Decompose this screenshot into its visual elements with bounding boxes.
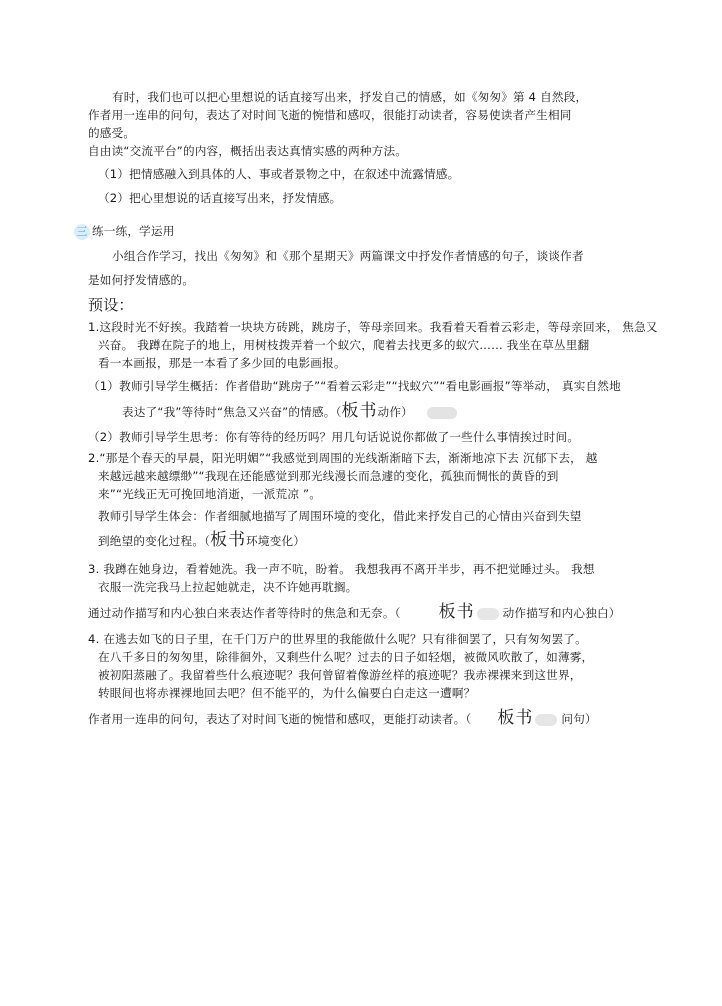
method-2: （2）把心里想说的话直接写出来，抒发情感。 [98,191,342,205]
p1-teacher-2-text: 表达了“我”等待时“焦急又兴奋”的情感。（ [122,405,342,419]
p1-teacher-2-tail: 动作） [377,405,413,419]
p1-teacher-3: （2）教师引导学生思考：你有等待的经历吗？用几句话说说你都做了一些什么事情挨过时间。 [88,430,580,444]
handwritten-board-note: 板书 [438,602,475,622]
p3-teacher-1-tail: 动作描写和内心独白） [502,606,621,620]
section-3-heading [74,222,175,240]
p4-line-1: 4. 在逃去如飞的日子里，在千门万户的世界里的我能做什么呢？只有徘徊罢了，只有匆匆罢了。 [88,632,587,646]
section-number: 三 [74,224,90,240]
handwritten-board-note: 板书 [497,708,534,728]
p1-line-2: 兴奋。 我蹲在院子的地上，用树枝拨弄着一个蚁穴，爬着去找更多的蚁穴…… 我坐在草丛里翻 [98,338,590,352]
intro-line-2: 作者用一连串的问句，表达了对时间飞逝的惋惜和感叹，很能打动读者，容易使读者产生相同 [88,108,572,122]
section-title: 练一练，学运用 [92,224,175,238]
p2-teacher-2-tail: 环境变化） [246,534,306,548]
preset-label: 预设： [88,296,134,314]
task-line-1: 小组合作学习，找出《匆匆》和《那个星期天》两篇课文中抒发作者情感的句子，谈谈作者 [112,249,584,263]
p2-teacher-2-text: 到绝望的变化过程。（ [98,534,211,548]
p3-line-2: 衣服一洗完我马上拉起她就走，决不许她再耽搁。 [98,580,358,594]
method-1: （1）把情感融入到具体的人、事或者景物之中，在叙述中流露情感。 [98,167,460,181]
p3-teacher-1 [88,603,621,622]
p1-line-3: 看一本画报，那是一本看了多少回的电影画报。 [98,356,346,370]
p4-line-3: 被初阳蒸融了。我留着些什么痕迹呢？我何曾留着像游丝样的痕迹呢？我赤裸裸来到这世界， [98,668,582,682]
p2-line-3: 来”“光线正无可挽回地消逝，一派荒凉 ”。 [98,487,321,501]
task-line-2: 是如何抒发情感的。 [88,273,195,287]
p1-teacher-1: （1）教师引导学生概括：作者借助“跳房子”“看着云彩走”“找蚁穴”“看电影画报”等举动， 真实自然地 [88,379,621,393]
p4-teacher-1 [88,709,597,728]
intro-line-3: 的感受。 [88,126,136,140]
p4-teacher-1-tail: 问句） [561,712,597,726]
intro-line-1: 有时，我们也可以把心里想说的话直接写出来，抒发自己的情感，如《匆匆》第 4 自然段， [112,90,588,104]
p4-line-2: 在八千多日的匆匆里，除徘徊外，又剩些什么呢？过去的日子如轻烟，被微风吹散了，如薄雾， [98,650,594,664]
p1-line-1: 1.这段时光不好挨。我踏着一块块方砖跳，跳房子，等母亲回来。我看着天看着云彩走，等母亲回来， 焦急又 [88,320,658,334]
handwritten-board-note: 板书 [210,530,247,550]
p3-teacher-1-text: 通过动作描写和内心独白来表达作者等待时的焦急和无奈。（ [88,606,401,620]
p1-teacher-2 [122,402,457,421]
p2-line-1: 2.“那是个春天的早晨，阳光明媚”“我感觉到周围的光线渐渐暗下去，渐渐地凉下去 沉郁下去， 越 [88,451,598,465]
p2-line-2: 来越远越来越缥缈”“我现在还能感觉到那光线漫长而急遽的变化，孤独而惆怅的黄昏的到 [98,469,559,483]
handwritten-board-note: 板书 [341,401,378,421]
intro-line-4: 自由读“交流平台”的内容，概括出表达真情实感的两种方法。 [88,144,408,158]
p4-teacher-1-text: 作者用一连串的问句，表达了对时间飞逝的惋惜和感叹，更能打动读者。（ [88,712,472,726]
blank-marker [427,407,457,419]
p3-line-1: 3. 我蹲在她身边，看着她洗。我一声不吭，盼着。 我想我再不离开半步，再不把觉睡过头。 我想 [88,562,595,576]
p2-teacher-2 [98,531,305,550]
blank-marker [477,608,499,620]
blank-marker [535,714,557,726]
p4-line-4: 转眼间也将赤裸裸地回去吧？但不能平的，为什么偏要白白走这一遭啊？ [98,686,476,700]
p2-teacher-1: 教师引导学生体会：作者细腻地描写了周围环境的变化，借此来抒发自己的心情由兴奋到失望 [98,509,582,523]
